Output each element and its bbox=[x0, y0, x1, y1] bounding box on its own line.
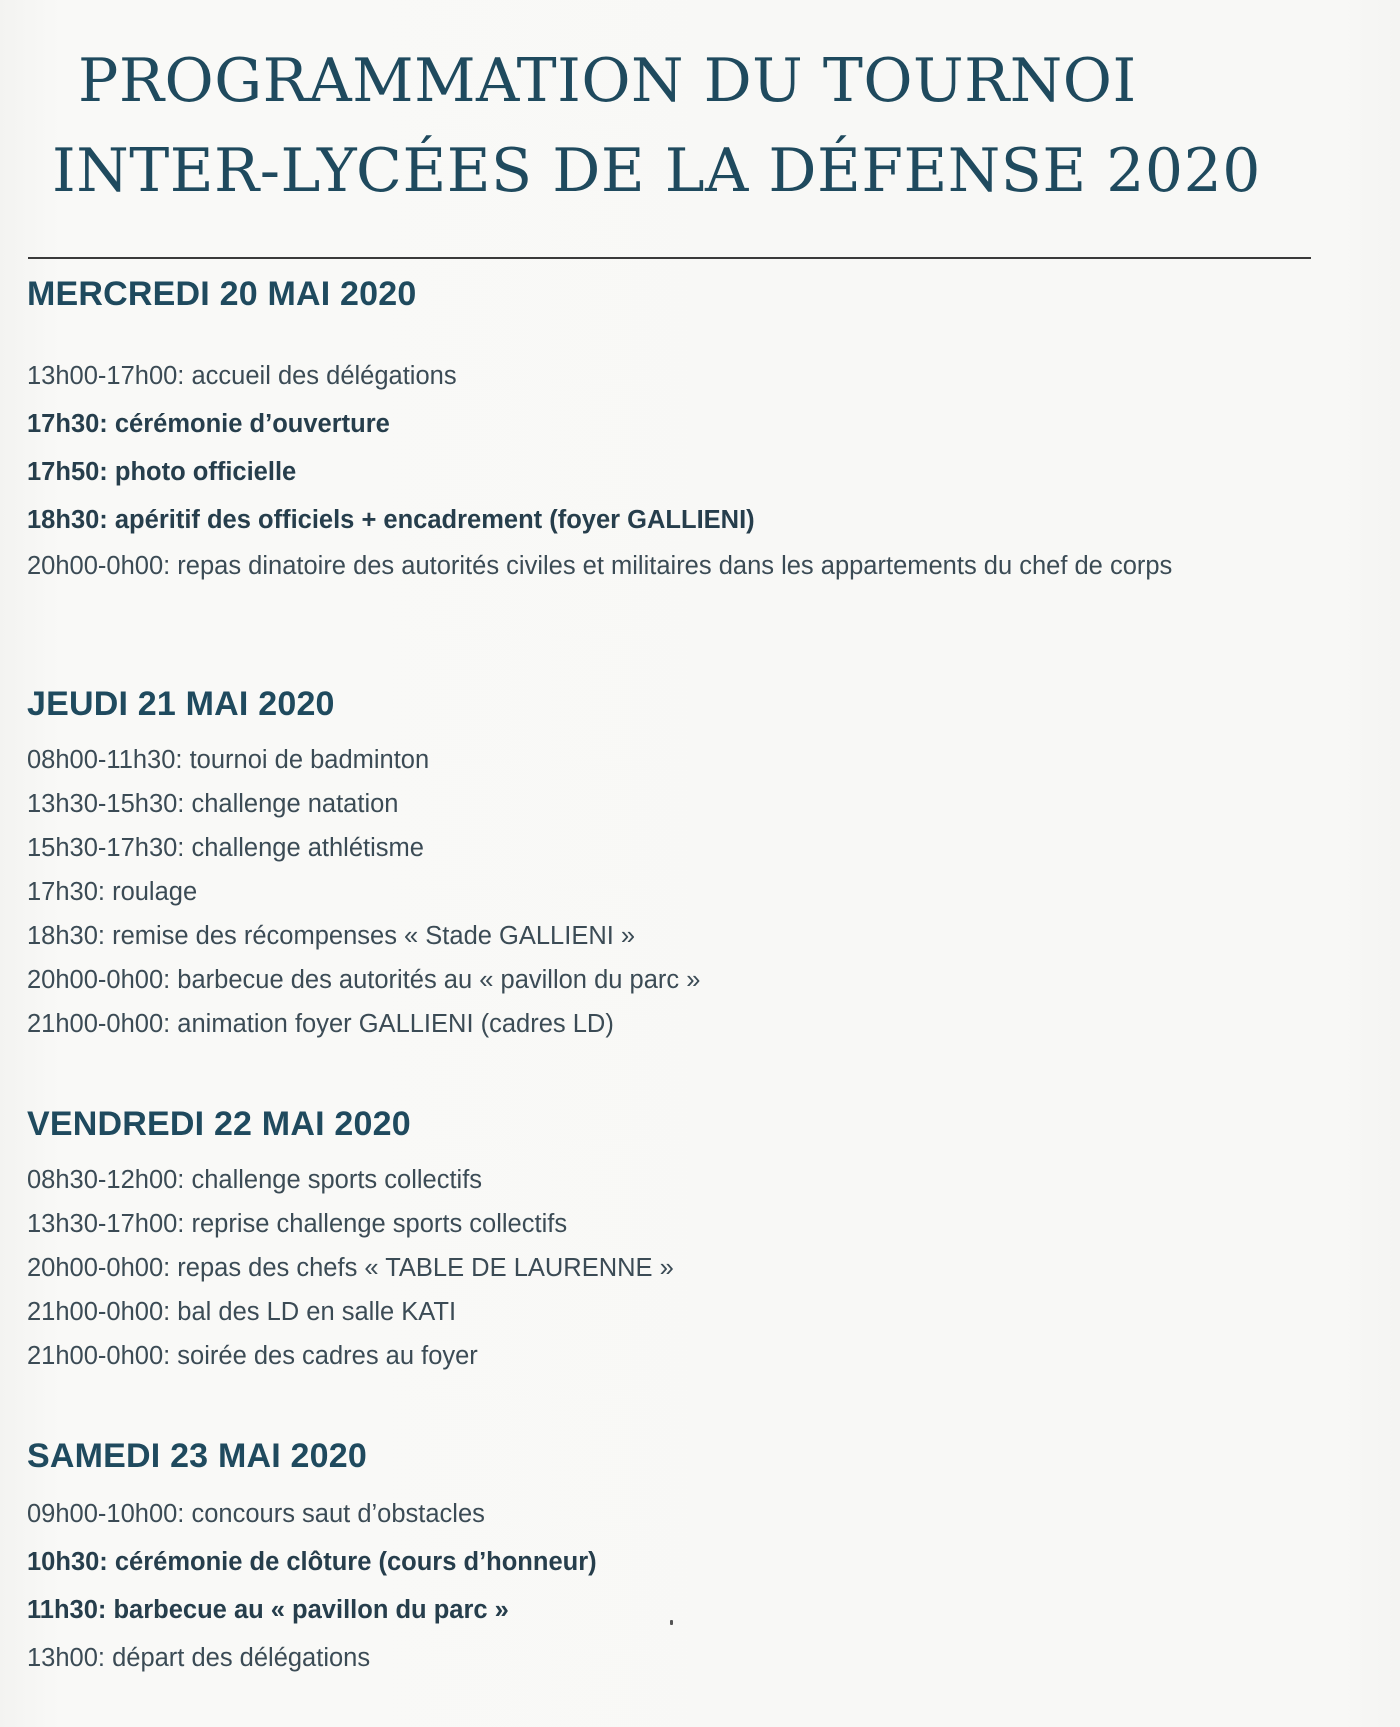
schedule-item: 09h00-10h00: concours saut d’obstacles bbox=[27, 1500, 485, 1528]
day-section-saturday bbox=[27, 1434, 1267, 1682]
day-heading: JEUDI 21 MAI 2020 bbox=[27, 685, 335, 723]
schedule-item: 20h00-0h00: barbecue des autorités au « pavillon du parc » bbox=[27, 966, 701, 994]
schedule-item: 21h00-0h00: animation foyer GALLIENI (cadres LD) bbox=[27, 1010, 614, 1038]
title-line-1: PROGRAMMATION DU TOURNOI bbox=[78, 46, 1137, 116]
title-divider bbox=[28, 257, 1311, 259]
title-line-2: INTER-LYCÉES DE LA DÉFENSE 2020 bbox=[52, 136, 1261, 206]
schedule-item: 13h00-17h00: accueil des délégations bbox=[27, 362, 457, 390]
schedule-item: 13h30-15h30: challenge natation bbox=[27, 790, 399, 818]
day-section-thursday bbox=[27, 682, 1267, 1046]
schedule-item: 11h30: barbecue au « pavillon du parc » bbox=[27, 1596, 509, 1624]
page-title bbox=[52, 36, 1312, 216]
schedule-list bbox=[27, 1490, 1267, 1682]
schedule-item: 21h00-0h00: bal des LD en salle KATI bbox=[27, 1298, 457, 1326]
schedule-item: 17h30: roulage bbox=[27, 878, 198, 906]
day-heading: SAMEDI 23 MAI 2020 bbox=[27, 1437, 367, 1475]
schedule-item: 18h30: apéritif des officiels + encadrement (foyer GALLIENI) bbox=[27, 506, 755, 534]
schedule-list bbox=[27, 352, 1267, 588]
schedule-item: 13h00: départ des délégations bbox=[27, 1644, 371, 1672]
scan-speck bbox=[670, 1620, 673, 1625]
schedule-item: 20h00-0h00: repas dinatoire des autorités civiles et militaires dans les appartements du chef de corps bbox=[27, 552, 1173, 580]
day-heading: MERCREDI 20 MAI 2020 bbox=[27, 275, 417, 313]
schedule-item: 17h50: photo officielle bbox=[27, 458, 297, 486]
schedule-item: 08h00-11h30: tournoi de badminton bbox=[27, 746, 430, 774]
day-section-friday bbox=[27, 1102, 1267, 1378]
schedule-item: 20h00-0h00: repas des chefs « TABLE DE LAURENNE » bbox=[27, 1254, 674, 1282]
schedule-list bbox=[27, 1158, 1267, 1378]
day-section-wednesday bbox=[27, 272, 1267, 588]
day-heading: VENDREDI 22 MAI 2020 bbox=[27, 1105, 411, 1143]
schedule-item: 10h30: cérémonie de clôture (cours d’honneur) bbox=[27, 1548, 597, 1576]
schedule-item: 21h00-0h00: soirée des cadres au foyer bbox=[27, 1342, 478, 1370]
schedule-item: 18h30: remise des récompenses « Stade GALLIENI » bbox=[27, 922, 636, 950]
schedule-item: 13h30-17h00: reprise challenge sports collectifs bbox=[27, 1210, 568, 1238]
schedule-item: 15h30-17h30: challenge athlétisme bbox=[27, 834, 424, 862]
schedule-list bbox=[27, 738, 1267, 1046]
schedule-item: 17h30: cérémonie d’ouverture bbox=[27, 410, 390, 438]
schedule-item: 08h30-12h00: challenge sports collectifs bbox=[27, 1166, 483, 1194]
